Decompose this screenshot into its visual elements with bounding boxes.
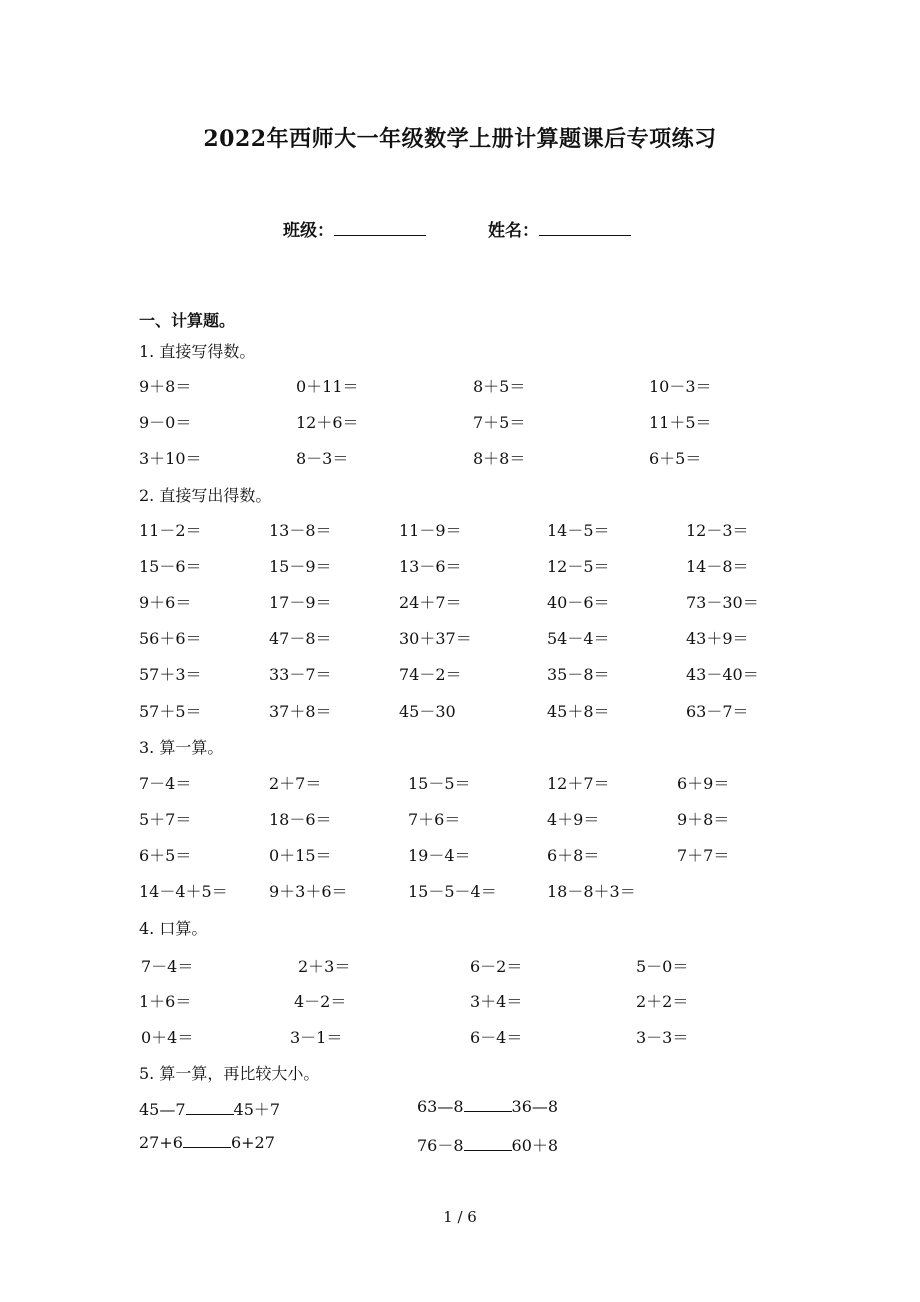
comparison-left: 63—8 (417, 1097, 464, 1116)
problem: 8－3＝ (296, 449, 349, 468)
problem: 63－7＝ (686, 702, 749, 721)
problem: 7＋5＝ (473, 413, 526, 432)
problem: 11＋5＝ (649, 413, 712, 432)
answer-blank[interactable] (464, 1138, 512, 1151)
problem: 2＋2＝ (636, 992, 689, 1011)
problem: 6－2＝ (470, 957, 523, 976)
problem: 19－4＝ (408, 846, 471, 865)
question-label: 1. 直接写得数。 (139, 342, 256, 361)
name-blank[interactable] (539, 221, 631, 236)
section-heading: 一、计算题。 (139, 311, 236, 330)
problem: 2＋7＝ (269, 774, 322, 793)
problem: 7＋7＝ (677, 846, 730, 865)
question-label: 2. 直接写出得数。 (139, 486, 272, 505)
problem: 7－4＝ (141, 957, 194, 976)
problem: 7－4＝ (139, 774, 192, 793)
answer-blank[interactable] (186, 1102, 234, 1115)
problem: 12－3＝ (686, 521, 749, 540)
problem: 14－8＝ (686, 557, 749, 576)
comparison-right: 45＋7 (233, 1100, 281, 1119)
problem: 11－2＝ (139, 521, 202, 540)
comparison (139, 1133, 275, 1152)
problem: 6＋5＝ (139, 846, 192, 865)
problem: 56＋6＝ (139, 629, 202, 648)
problem: 43－40＝ (686, 665, 759, 684)
problem: 9－0＝ (139, 413, 192, 432)
answer-blank[interactable] (183, 1135, 231, 1148)
problem: 9＋8＝ (139, 377, 192, 396)
problem: 17－9＝ (269, 593, 332, 612)
problem: 37＋8＝ (269, 702, 332, 721)
answer-blank[interactable] (464, 1099, 512, 1112)
question-label: 3. 算一算。 (139, 738, 224, 757)
problem: 9＋3＋6＝ (269, 882, 348, 901)
comparison-right: 36—8 (511, 1097, 559, 1116)
problem: 33－7＝ (269, 665, 332, 684)
question-label: 4. 口算。 (139, 919, 208, 938)
problem: 2＋3＝ (298, 957, 351, 976)
problem: 45＋8＝ (547, 702, 610, 721)
problem: 12＋6＝ (296, 413, 359, 432)
comparison-left: 76－8 (417, 1136, 464, 1155)
problem: 54－4＝ (547, 629, 610, 648)
problem: 3＋10＝ (139, 449, 202, 468)
problem: 6＋8＝ (547, 846, 600, 865)
problem: 1＋6＝ (139, 992, 192, 1011)
problem: 8＋5＝ (473, 377, 526, 396)
problem: 6－4＝ (470, 1028, 523, 1047)
problem: 10－3＝ (649, 377, 712, 396)
comparison-right: 6+27 (230, 1133, 275, 1152)
problem: 12－5＝ (547, 557, 610, 576)
comparison-left: 45—7 (139, 1100, 186, 1119)
problem: 57＋3＝ (139, 665, 202, 684)
problem: 9＋6＝ (139, 593, 192, 612)
problem: 74－2＝ (399, 665, 462, 684)
problem: 13－8＝ (269, 521, 332, 540)
problem: 15－6＝ (139, 557, 202, 576)
problem: 6＋9＝ (677, 774, 730, 793)
problem: 47－8＝ (269, 629, 332, 648)
problem: 8＋8＝ (473, 449, 526, 468)
name-field (488, 216, 631, 241)
problem: 35－8＝ (547, 665, 610, 684)
class-blank[interactable] (334, 221, 426, 236)
problem: 73－30＝ (686, 593, 759, 612)
problem: 0＋11＝ (296, 377, 359, 396)
page-title: 2022年西师大一年级数学上册计算题课后专项练习 (203, 126, 717, 152)
problem: 7＋6＝ (408, 810, 461, 829)
class-label: 班级： (283, 221, 334, 241)
problem: 30＋37＝ (399, 629, 472, 648)
problem: 43＋9＝ (686, 629, 749, 648)
question-label: 5. 算一算，再比较大小。 (139, 1064, 320, 1083)
page-number: 1 / 6 (443, 1208, 477, 1226)
problem: 15－5＝ (408, 774, 471, 793)
problem: 45－30 (399, 702, 456, 721)
problem: 3－3＝ (636, 1028, 689, 1047)
comparison (139, 1097, 280, 1120)
problem: 14－5＝ (547, 521, 610, 540)
problem: 3＋4＝ (470, 992, 523, 1011)
problem: 0＋4＝ (141, 1028, 194, 1047)
comparison-left: 27+6 (139, 1133, 183, 1152)
problem: 9＋8＝ (677, 810, 730, 829)
comparison-right: 60＋8 (511, 1136, 559, 1155)
problem: 5＋7＝ (139, 810, 192, 829)
problem: 11－9＝ (399, 521, 462, 540)
problem: 24＋7＝ (399, 593, 462, 612)
class-field (283, 216, 426, 241)
problem: 6＋5＝ (649, 449, 702, 468)
problem: 13－6＝ (399, 557, 462, 576)
problem: 15－9＝ (269, 557, 332, 576)
problem: 18－8＋3＝ (547, 882, 636, 901)
problem: 14－4＋5＝ (139, 882, 228, 901)
problem: 12＋7＝ (547, 774, 610, 793)
problem: 5－0＝ (636, 957, 689, 976)
comparison (417, 1097, 558, 1116)
problem: 18－6＝ (269, 810, 332, 829)
problem: 57＋5＝ (139, 702, 202, 721)
comparison (417, 1133, 558, 1156)
problem: 4－2＝ (294, 992, 347, 1011)
problem: 0＋15＝ (269, 846, 332, 865)
problem: 40－6＝ (547, 593, 610, 612)
problem: 3－1＝ (290, 1028, 343, 1047)
name-label: 姓名： (488, 221, 539, 241)
problem: 15－5－4＝ (408, 882, 497, 901)
problem: 4＋9＝ (547, 810, 600, 829)
